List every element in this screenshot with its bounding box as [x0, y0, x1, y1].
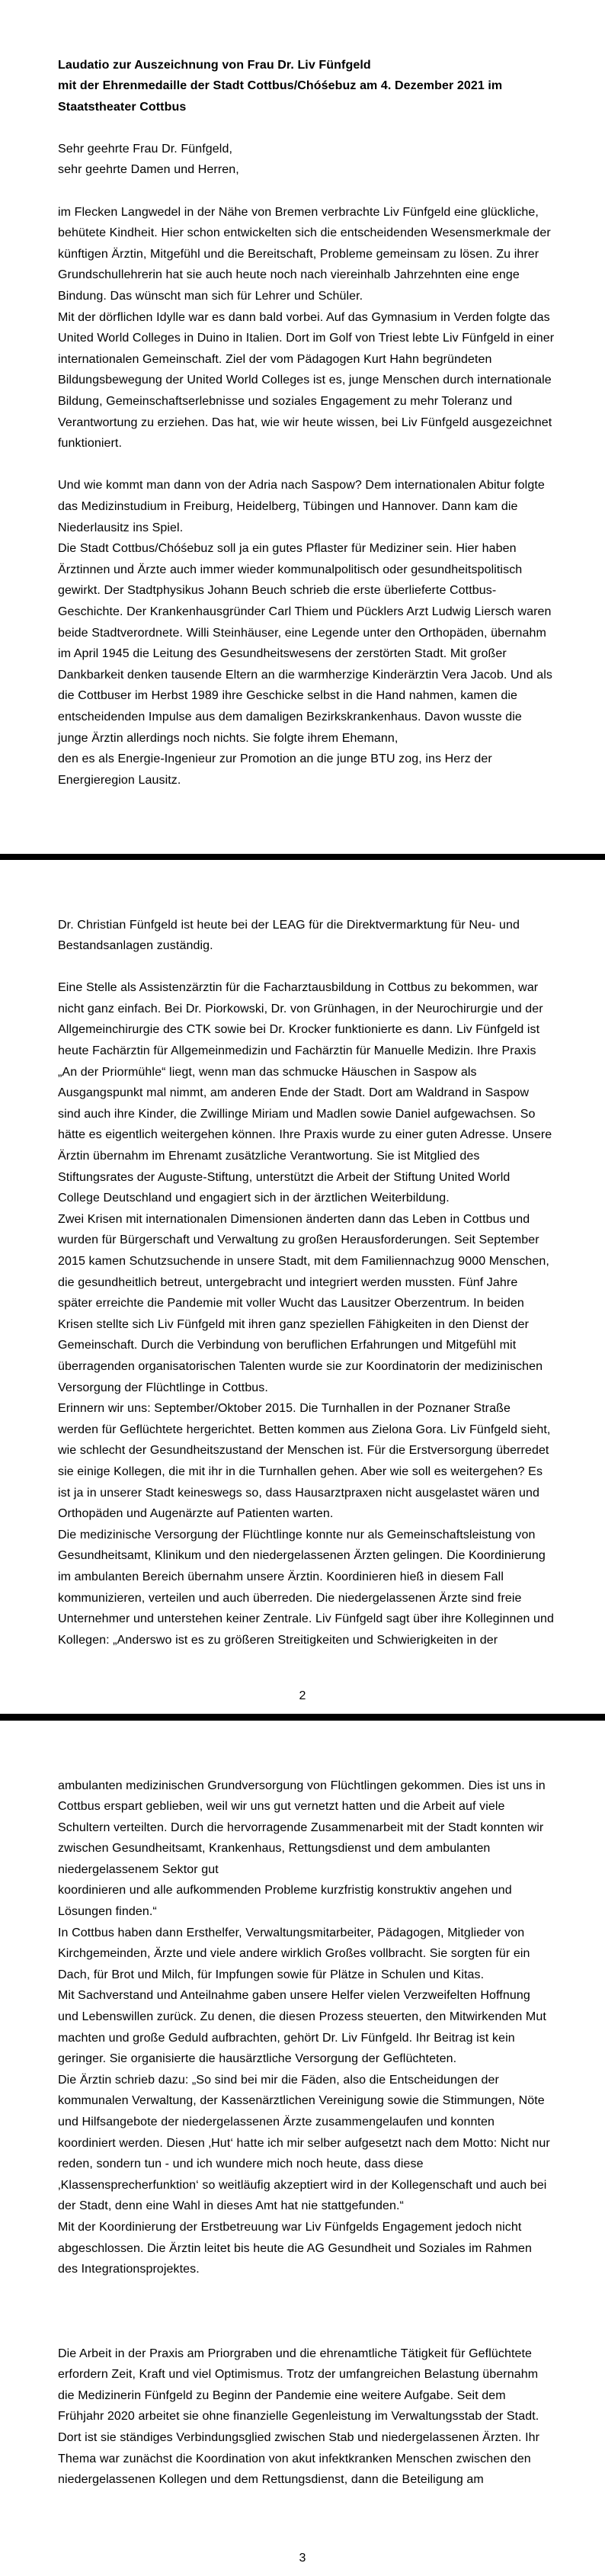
text-line: später erreichte die Pandemie mit voller Wucht das Lausitzer Oberzentrum. In beiden — [58, 1297, 524, 1310]
page-separator — [0, 854, 605, 860]
page-1 — [0, 0, 605, 854]
text-line: Mit der Koordinierung der Erstbetreuung war Liv Fünfgelds Engagement jedoch nicht — [58, 2220, 522, 2234]
text-line: Krisen stellte sich Liv Fünfgeld mit ihren ganz speziellen Fähigkeiten in den Dienst der — [58, 1317, 530, 1331]
text-line: Die Ärztin schrieb dazu: „So sind bei mir die Fäden, also die Entscheidungen der — [58, 2073, 499, 2087]
text-line: künftigen Ärztin, Mitgefühl und die Bereitschaft, Probleme gemeinsam zu lösen. Zu ihrer — [58, 247, 539, 261]
text-line: abgeschlossen. Die Ärztin leitet bis heute die AG Gesundheit und Soziales im Rahmen — [58, 2241, 532, 2255]
text-line: Schultern verteilten. Durch die hervorragende Zusammenarbeit mit der Stadt konnten wir — [58, 1821, 544, 1834]
text-line: United World Colleges in Duino in Italien. Dort im Golf von Triest lebte Liv Fünfgeld in einer — [58, 332, 555, 345]
text-line: den es als Energie-Ingenieur zur Promotion an die junge BTU zog, ins Herz der — [58, 752, 492, 766]
text-line: sehr geehrte Damen und Herren, — [58, 163, 239, 177]
text-line: Dort ist sie ständiges Verbindungsglied zwischen Stab und niedergelassenen Ärzten. Ihr — [58, 2430, 540, 2444]
text-line: sie einige Kollegen, die mit ihr in die Turnhallen gehen. Aber wie soll es weitergehen? Es — [58, 1464, 543, 1478]
text-line: Bestandsanlagen zuständig. — [58, 939, 213, 953]
text-line: Kollegen: „Anderswo ist es zu größeren Streitigkeiten und Schwierigkeiten in der — [58, 1633, 498, 1647]
text-line: die Medizinerin Fünfgeld zu Beginn der Pandemie eine weitere Aufgabe. Seit dem — [58, 2388, 506, 2402]
text-line: erfordern Zeit, Kraft und viel Optimismus. Trotz der umfangreichen Belastung übernahm — [58, 2368, 539, 2382]
page-number: 2 — [299, 1689, 306, 1702]
page-1-body — [58, 117, 605, 791]
text-line: kommunizieren, verteilen und auch überreden. Die niedergelassenen Ärzte sind freie — [58, 1591, 522, 1605]
text-line: Bildungsbewegung der United World Colleges ist es, junge Menschen durch internationale — [58, 374, 552, 387]
text-line: und Hilfsangebote der niedergelassenen Ärzte zusammengelaufen und konnten — [58, 2116, 495, 2128]
text-line — [58, 957, 605, 978]
text-line — [58, 454, 605, 476]
text-line: Allgemeinchirurgie des CTK sowie bei Dr. Krocker funktionierte es dann. Liv Fünfgeld ist — [58, 1023, 540, 1037]
text-line: die gesundheitlich betreut, untergebracht und integriert werden mussten. Fünf Jahre — [58, 1275, 518, 1289]
text-line: behütete Kindheit. Hier schon entwickelten sich die entscheidenden Wesensmerkmale der — [58, 226, 551, 240]
text-line: überragenden organisatorischen Talenten wurde sie zur Koordinatorin der medizinischen — [58, 1359, 543, 1373]
text-line: Die medizinische Versorgung der Flüchtlinge konnte nur als Gemeinschaftsleistung von — [58, 1528, 536, 1541]
text-line: machten und große Geduld aufbrachten, gehört Dr. Liv Fünfgeld. Ihr Beitrag ist kein — [58, 2031, 515, 2045]
text-line: sind auch ihre Kinder, die Zwillinge Miriam und Madlen sowie Daniel aufgewachsen. So — [58, 1107, 536, 1121]
text-line: ambulanten medizinischen Grundversorgung von Flüchtlingen gekommen. Dies ist uns in — [58, 1779, 546, 1792]
text-line: Zwei Krisen mit internationalen Dimensionen änderten dann das Leben in Cottbus und — [58, 1212, 530, 1226]
text-line: 2015 kamen Schutzsuchende in unsere Stadt, mit dem Familiennachzug 9000 Menschen, — [58, 1255, 549, 1268]
text-line: internationalen Gemeinschaft. Ziel der vom Pädagogen Kurt Hahn begründeten — [58, 352, 492, 366]
text-line: Kirchgemeinden, Ärzte und viele andere wirklich Großes vollbracht. Sie sorgten für ein — [58, 1947, 530, 1961]
text-line: koordinieren und alle aufkommenden Probleme kurzfristig konstruktiv angehen und — [58, 1884, 512, 1898]
text-line: Bindung. Das wünscht man sich für Lehrer und Schüler. — [58, 290, 363, 303]
text-line: wurden für Bürgerschaft und Verwaltung zu großen Herausforderungen. Seit September — [58, 1233, 539, 1247]
text-line: Gesundheitsamt, Klinikum und den niedergelassenen Ärzten gelingen. Die Koordinierung — [58, 1549, 546, 1563]
text-line: In Cottbus haben dann Ersthelfer, Verwaltungsmitarbeiter, Pädagogen, Mitglieder von — [58, 1926, 525, 1939]
text-line: niedergelassenem Sektor gut — [58, 1862, 219, 1876]
text-line: der Stadt, denn eine Wahl in dieses Amt hat nie stattgefunden.“ — [58, 2199, 404, 2213]
text-line: Ärztinnen und Ärzte auch immer wieder kommunalpolitisch oder gesundheitspolitisch — [58, 563, 523, 576]
text-line: Niederlausitz ins Spiel. — [58, 521, 184, 534]
text-line: „An der Priormühle“ liegt, wenn man das schmucke Häuschen in Saspow als — [58, 1065, 477, 1079]
text-line: Die Stadt Cottbus/Chóśebuz soll ja ein gutes Pflaster für Mediziner sein. Hier haben — [58, 542, 517, 556]
text-line: mit der Ehrenmedaille der Stadt Cottbus/Chóśebuz am 4. Dezember 2021 im — [58, 79, 503, 93]
text-line: werden für Geflüchtete hergerichtet. Betten kommen aus Zielona Gora. Liv Fünfgeld sieht, — [58, 1423, 551, 1436]
text-line: des Integrationsprojektes. — [58, 2263, 200, 2276]
page-3 — [0, 1721, 605, 2576]
text-line: Erinnern wir uns: September/Oktober 2015. Die Turnhallen in der Poznaner Straße — [58, 1402, 511, 1416]
text-line: College Deutschland und engagiert sich in der ärztlichen Weiterbildung. — [58, 1192, 450, 1205]
text-line: geringer. Sie organisierte die hausärztliche Versorgung der Geflüchteten. — [58, 2052, 457, 2066]
text-line: Ärztin übernahm im Ehrenamt zusätzliche Verantwortung. Sie ist Mitglied des — [58, 1150, 480, 1163]
text-line: wie schlecht der Gesundheitszustand der Menschen ist. Für die Erstversorgung überredet — [58, 1444, 549, 1458]
text-line: zwischen Gesundheitsamt, Krankenhaus, Rettungsdienst und dem ambulanten — [58, 1842, 491, 1856]
page-3-body — [58, 1776, 605, 2491]
text-line: reden, sondern tun - und ich wundere mich noch heute, dass diese — [58, 2157, 424, 2171]
text-line: beide Stadtverordnete. Willi Steinhäuser, eine Legende unter den Orthopäden, übernahm — [58, 626, 546, 640]
text-line: koordiniert werden. Diesen ‚Hut‘ hatte ich mir selber aufgesetzt nach dem Motto: Nicht nur — [58, 2136, 550, 2150]
text-line: Energieregion Lausitz. — [58, 773, 181, 787]
text-line: funktioniert. — [58, 437, 123, 451]
text-line: Und wie kommt man dann von der Adria nach Saspow? Dem internationalen Abitur folgte — [58, 479, 545, 492]
text-line — [58, 2280, 605, 2302]
text-line — [58, 117, 605, 139]
text-line: im Flecken Langwedel in der Nähe von Bremen verbrachte Liv Fünfgeld eine glückliche, — [58, 205, 539, 219]
text-line: heute Fachärztin für Allgemeinmedizin und Fachärztin für Manuelle Medizin. Ihre Praxis — [58, 1044, 536, 1058]
text-line: Lösungen finden.“ — [58, 1905, 157, 1919]
text-line: ist ja in unserer Stadt keineswegs so, dass Hausarztpraxen nicht ausgelastet wären und — [58, 1486, 540, 1500]
text-line: Mit Sachverstand und Anteilnahme gaben unsere Helfer vielen Verzweifelten Hoffnung — [58, 1989, 530, 2003]
text-line: Unternehmer und unterstehen keiner Zentrale. Liv Fünfgeld sagt über ihre Kolleginnen und — [58, 1612, 554, 1626]
text-line: Grundschullehrerin hat sie auch heute noch nach viereinhalb Jahrzehnten eine enge — [58, 268, 520, 282]
text-line: Bildung, Gemeinschaftserlebnisse und soziales Engagement zu mehr Toleranz und — [58, 395, 513, 408]
text-line: Cottbus erspart geblieben, weil wir uns gut vernetzt hatten und die Arbeit auf viele — [58, 1800, 505, 1814]
text-line — [58, 181, 605, 202]
text-line: Sehr geehrte Frau Dr. Fünfgeld, — [58, 142, 232, 156]
page-number: 3 — [299, 2552, 306, 2565]
text-line: nicht ganz einfach. Bei Dr. Piorkowski, Dr. von Grünhagen, in der Neurochirurgie und der — [58, 1002, 543, 1015]
page-separator — [0, 1714, 605, 1721]
text-line: Frühjahr 2020 arbeitet sie ohne finanzielle Gegenleistung im Verwaltungsstab der Stadt. — [58, 2410, 539, 2424]
text-line: Orthopäden und Augenärzte auf Patienten warten. — [58, 1507, 334, 1521]
text-line: im April 1945 die Leitung des Gesundheitswesens der zerstörten Stadt. Mit großer — [58, 647, 507, 661]
document-title — [58, 55, 605, 118]
text-line: Gemeinschaft. Durch die Verbindung von beruflichen Erfahrungen und Mitgefühl mit — [58, 1339, 517, 1352]
text-line: Dr. Christian Fünfgeld ist heute bei der LEAG für die Direktvermarktung für Neu- und — [58, 918, 520, 932]
text-line: und Lebenswillen zurück. Zu denen, die diesen Prozess steuerten, den Mitwirkenden Mut — [58, 2010, 546, 2024]
text-line: gewirkt. Der Stadtphysikus Johann Beuch schrieb die erste überlieferte Cottbus- — [58, 584, 497, 598]
text-line: junge Ärztin allerdings noch nichts. Sie folgte ihrem Ehemann, — [58, 731, 399, 745]
text-line — [58, 2301, 605, 2322]
text-line: niedergelassenen Kollegen und dem Rettungsdienst, dann die Beteiligung am — [58, 2473, 484, 2487]
text-line: kommunalen Verwaltung, der Kassenärztlichen Vereinigung sowie die Stimmungen, Nöte — [58, 2094, 545, 2108]
text-line: Mit der dörflichen Idylle war es dann bald vorbei. Auf das Gymnasium in Verden folgte das — [58, 310, 550, 324]
text-line: die Cottbuser im Herbst 1989 ihre Geschicke selbst in die Hand nahmen, kamen die — [58, 689, 517, 703]
text-line: Geschichte. Der Krankenhausgründer Carl Thiem und Pücklers Arzt Ludwig Liersch waren — [58, 605, 552, 618]
text-line: Laudatio zur Auszeichnung von Frau Dr. Liv Fünfgeld — [58, 58, 371, 72]
text-line: Die Arbeit in der Praxis am Priorgraben und die ehrenamtliche Tätigkeit für Geflüchtete — [58, 2347, 533, 2360]
text-line: Verantwortung zu erziehen. Das hat, wie wir heute wissen, bei Liv Fünfgeld ausgezeichnet — [58, 415, 552, 429]
text-line: im ambulanten Bereich übernahm unsere Ärztin. Koordinieren hieß in diesem Fall — [58, 1570, 504, 1583]
text-line: Dankbarkeit denken tausende Eltern an die warmherzige Kinderärztin Vera Jacob. Und als — [58, 668, 552, 682]
text-line: entscheidenden Impulse aus dem damaligen Bezirkskrankenhaus. Davon wusste die — [58, 710, 522, 723]
text-line: Ausgangspunkt mal nimmt, am anderen Ende der Stadt. Dort am Waldrand in Saspow — [58, 1086, 530, 1100]
page-2-body — [58, 915, 605, 1651]
text-line: hätte es eigentlich weitergehen können. Ihre Praxis wurde zu einer guten Adresse. Unsere — [58, 1128, 552, 1142]
text-line — [58, 2322, 605, 2343]
text-line: Stiftungsrates der Auguste-Stiftung, unterstützt die Arbeit der Stiftung United World — [58, 1170, 511, 1184]
page-2 — [0, 860, 605, 1714]
text-line: Eine Stelle als Assistenzärztin für die Facharztausbildung in Cottbus zu bekommen, war — [58, 981, 539, 995]
text-line: Thema war zunächst die Koordination von akut infektkranken Menschen zwischen den — [58, 2452, 531, 2465]
text-line: Dach, für Brot und Milch, für Impfungen sowie für Plätze in Schulen und Kitas. — [58, 1968, 485, 1981]
text-line: das Medizinstudium in Freiburg, Heidelberg, Tübingen und Hannover. Dann kam die — [58, 499, 518, 513]
text-line: Versorgung der Flüchtlinge in Cottbus. — [58, 1381, 268, 1394]
text-line: Staatstheater Cottbus — [58, 100, 187, 114]
text-line: ‚Klassensprecherfunktion‘ so weitläufig akzeptiert wird in der Kollegenschaft und auch bei — [58, 2178, 547, 2192]
